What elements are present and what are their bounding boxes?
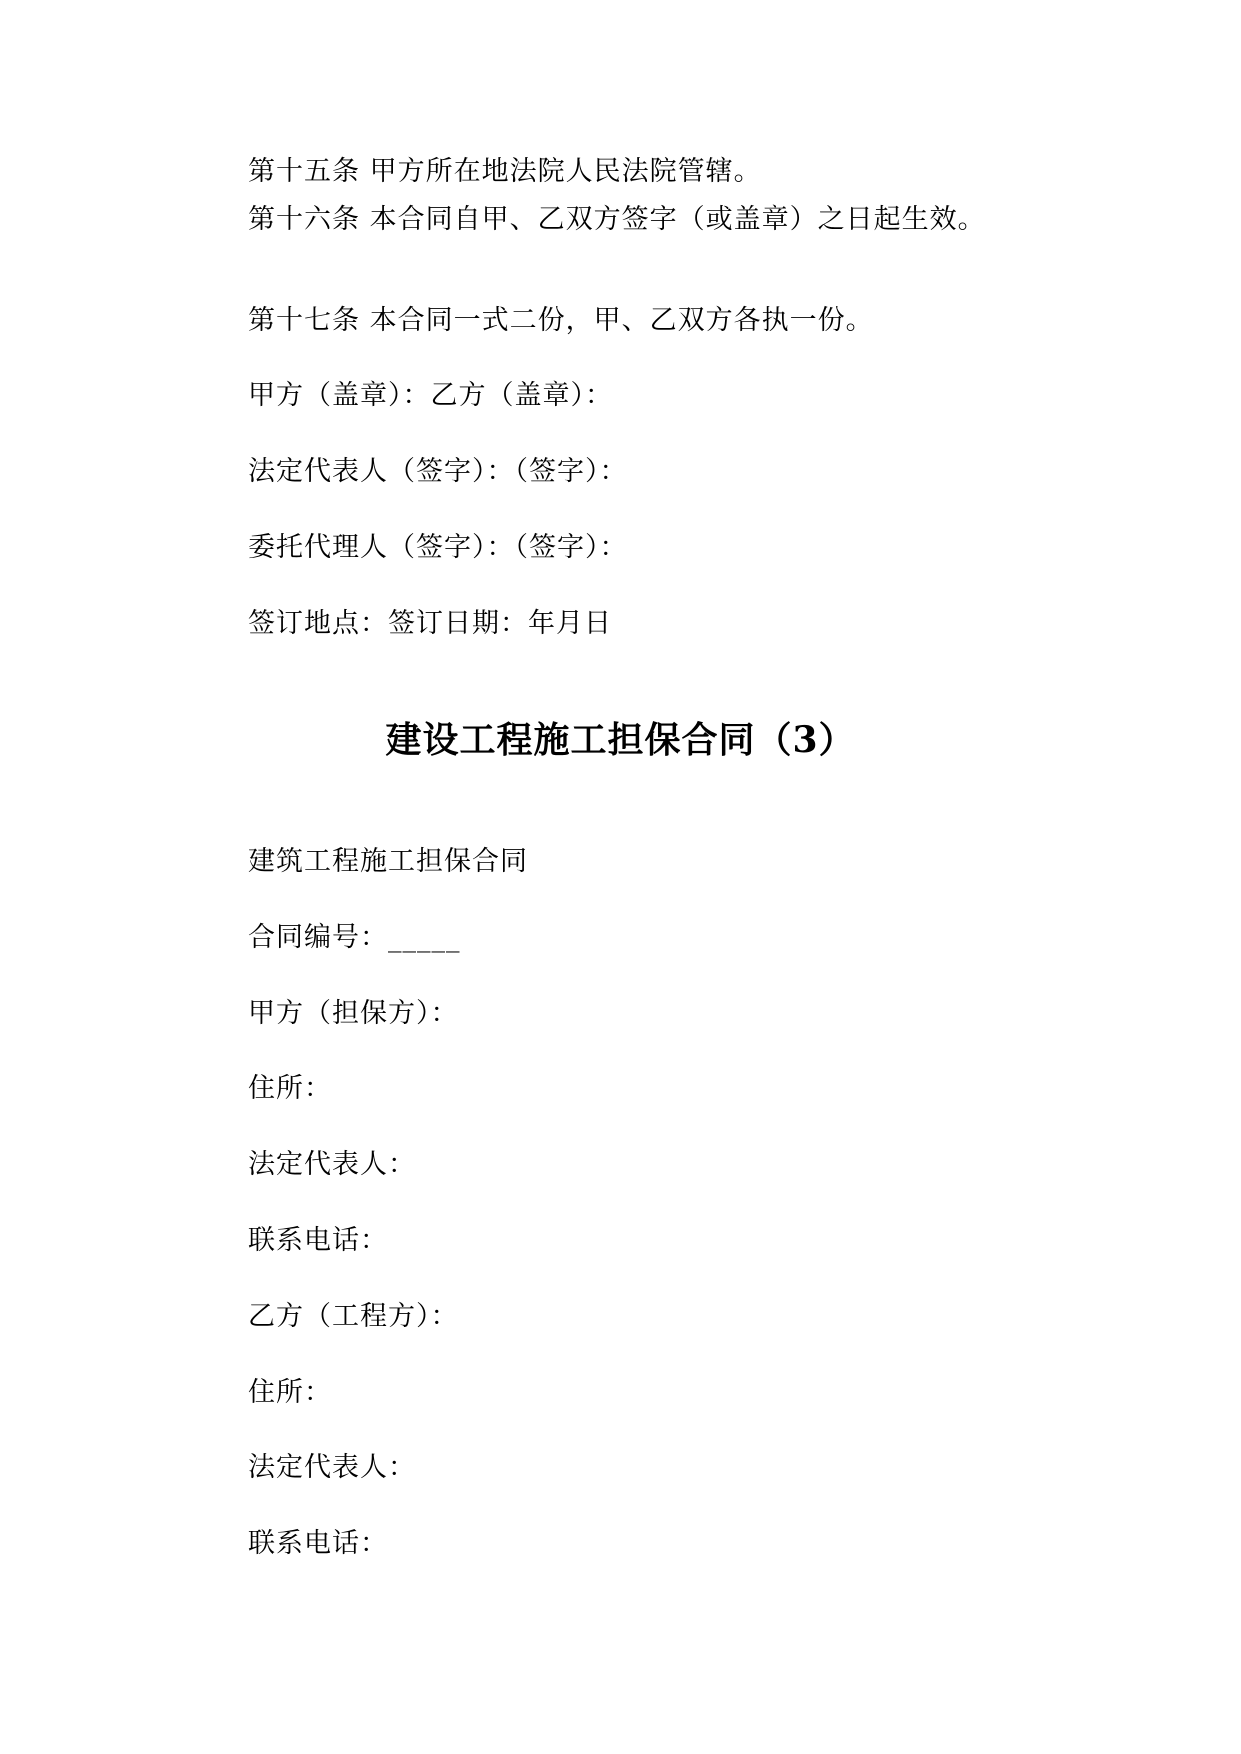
agent-signature-line: 委托代理人（签字）：（签字）： [248,532,628,563]
clause-16: 第十六条 本合同自甲、乙双方签字（或盖章）之日起生效。 [248,204,986,235]
legal-rep-signature-line: 法定代表人（签字）：（签字）： [248,456,628,487]
clause-15: 第十五条 甲方所在地法院人民法院管辖。 [248,156,762,187]
contract-heading: 建筑工程施工担保合同 [248,846,528,877]
seal-line: 甲方（盖章）：乙方（盖章）： [248,380,613,411]
clause-17: 第十七条 本合同一式二份，甲、乙双方各执一份。 [248,305,874,336]
party-a-phone: 联系电话： [248,1225,388,1256]
party-b-address: 住所： [248,1377,332,1408]
party-b-label: 乙方（工程方）： [248,1301,459,1332]
contract-title: 建设工程施工担保合同（3） [385,719,856,761]
party-b-legal-rep: 法定代表人： [248,1452,416,1483]
party-a-label: 甲方（担保方）： [248,998,459,1029]
signing-place-date-line: 签订地点：签订日期：年月日 [248,608,612,639]
party-a-legal-rep: 法定代表人： [248,1149,416,1180]
party-b-phone: 联系电话： [248,1528,388,1559]
party-a-address: 住所： [248,1073,332,1104]
contract-number: 合同编号：_____ [248,922,461,953]
